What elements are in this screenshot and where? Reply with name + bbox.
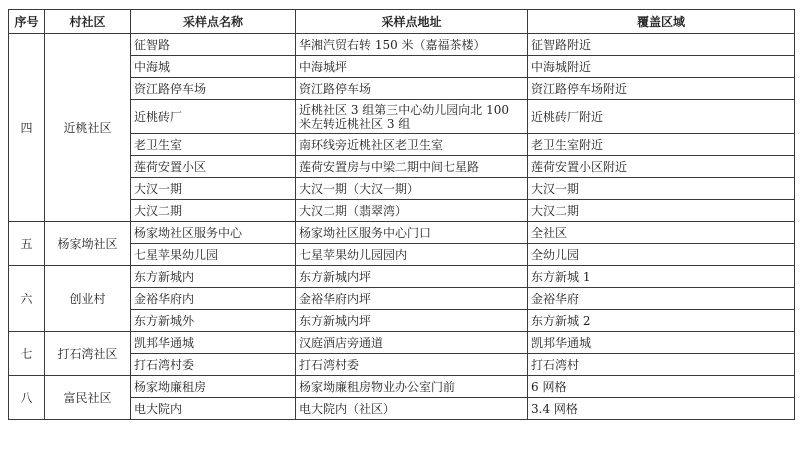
coverage-cell: 征智路附近 — [528, 34, 795, 56]
table-row — [9, 332, 795, 354]
site-name-cell: 杨家坳社区服务中心 — [131, 222, 296, 244]
site-name-cell: 打石湾村委 — [131, 354, 296, 376]
site-name-cell: 老卫生室 — [131, 134, 296, 156]
header-site-address: 采样点地址 — [296, 10, 528, 34]
coverage-cell: 金裕华府 — [528, 288, 795, 310]
group-number-cell: 六 — [9, 266, 45, 332]
site-name-cell: 资江路停车场 — [131, 78, 296, 100]
coverage-cell: 6 网格 — [528, 376, 795, 398]
group-number-cell: 八 — [9, 376, 45, 420]
site-name-cell: 电大院内 — [131, 398, 296, 420]
header-coverage: 覆盖区域 — [528, 10, 795, 34]
coverage-cell: 东方新城 2 — [528, 310, 795, 332]
site-address-cell: 打石湾村委 — [296, 354, 528, 376]
site-address-cell: 杨家坳社区服务中心门口 — [296, 222, 528, 244]
site-address-cell: 中海城坪 — [296, 56, 528, 78]
site-name-cell: 近桃砖厂 — [131, 100, 296, 134]
site-name-cell: 征智路 — [131, 34, 296, 56]
site-name-cell: 金裕华府内 — [131, 288, 296, 310]
coverage-cell: 资江路停车场附近 — [528, 78, 795, 100]
site-name-cell: 莲荷安置小区 — [131, 156, 296, 178]
coverage-cell: 老卫生室附近 — [528, 134, 795, 156]
header-row — [9, 10, 795, 34]
header-site-name: 采样点名称 — [131, 10, 296, 34]
community-cell: 富民社区 — [45, 376, 131, 420]
table-row — [9, 34, 795, 56]
site-address-cell: 七星苹果幼儿园园内 — [296, 244, 528, 266]
site-address-cell: 大汉二期（翡翠湾） — [296, 200, 528, 222]
site-name-cell: 大汉二期 — [131, 200, 296, 222]
coverage-cell: 东方新城 1 — [528, 266, 795, 288]
coverage-cell: 大汉一期 — [528, 178, 795, 200]
coverage-cell: 全社区 — [528, 222, 795, 244]
community-cell: 近桃社区 — [45, 34, 131, 222]
site-address-cell: 汉庭酒店旁通道 — [296, 332, 528, 354]
site-name-cell: 东方新城内 — [131, 266, 296, 288]
coverage-cell: 凯邦华通城 — [528, 332, 795, 354]
sampling-points-table — [8, 9, 795, 420]
group-number-cell: 七 — [9, 332, 45, 376]
site-name-cell: 大汉一期 — [131, 178, 296, 200]
coverage-cell: 打石湾村 — [528, 354, 795, 376]
table-body — [9, 34, 795, 420]
site-address-cell: 莲荷安置房与中梁二期中间七星路 — [296, 156, 528, 178]
community-cell: 创业村 — [45, 266, 131, 332]
site-address-cell: 杨家坳廉租房物业办公室门前 — [296, 376, 528, 398]
group-number-cell: 四 — [9, 34, 45, 222]
community-cell: 打石湾社区 — [45, 332, 131, 376]
site-name-cell: 东方新城外 — [131, 310, 296, 332]
site-address-cell: 大汉一期（大汉一期） — [296, 178, 528, 200]
coverage-cell: 3.4 网格 — [528, 398, 795, 420]
site-name-cell: 杨家坳廉租房 — [131, 376, 296, 398]
coverage-cell: 莲荷安置小区附近 — [528, 156, 795, 178]
site-address-cell: 南环线旁近桃社区老卫生室 — [296, 134, 528, 156]
site-address-cell: 华湘汽贸右转 150 米（嘉福茶楼） — [296, 34, 528, 56]
site-address-cell: 东方新城内坪 — [296, 310, 528, 332]
site-name-cell: 中海城 — [131, 56, 296, 78]
coverage-cell: 近桃砖厂附近 — [528, 100, 795, 134]
table-header — [9, 10, 795, 34]
site-address-cell: 资江路停车场 — [296, 78, 528, 100]
site-name-cell: 凯邦华通城 — [131, 332, 296, 354]
header-community: 村社区 — [45, 10, 131, 34]
site-name-cell: 七星苹果幼儿园 — [131, 244, 296, 266]
site-address-cell: 电大院内（社区） — [296, 398, 528, 420]
group-number-cell: 五 — [9, 222, 45, 266]
site-address-cell: 东方新城内坪 — [296, 266, 528, 288]
document-page — [8, 9, 794, 420]
table-row — [9, 222, 795, 244]
table-row — [9, 266, 795, 288]
coverage-cell: 全幼儿园 — [528, 244, 795, 266]
coverage-cell: 中海城附近 — [528, 56, 795, 78]
community-cell: 杨家坳社区 — [45, 222, 131, 266]
site-address-cell: 金裕华府内坪 — [296, 288, 528, 310]
table-row — [9, 376, 795, 398]
header-no: 序号 — [9, 10, 45, 34]
site-address-cell: 近桃社区 3 组第三中心幼儿园向北 100 米左转近桃社区 3 组 — [296, 100, 528, 134]
coverage-cell: 大汉二期 — [528, 200, 795, 222]
